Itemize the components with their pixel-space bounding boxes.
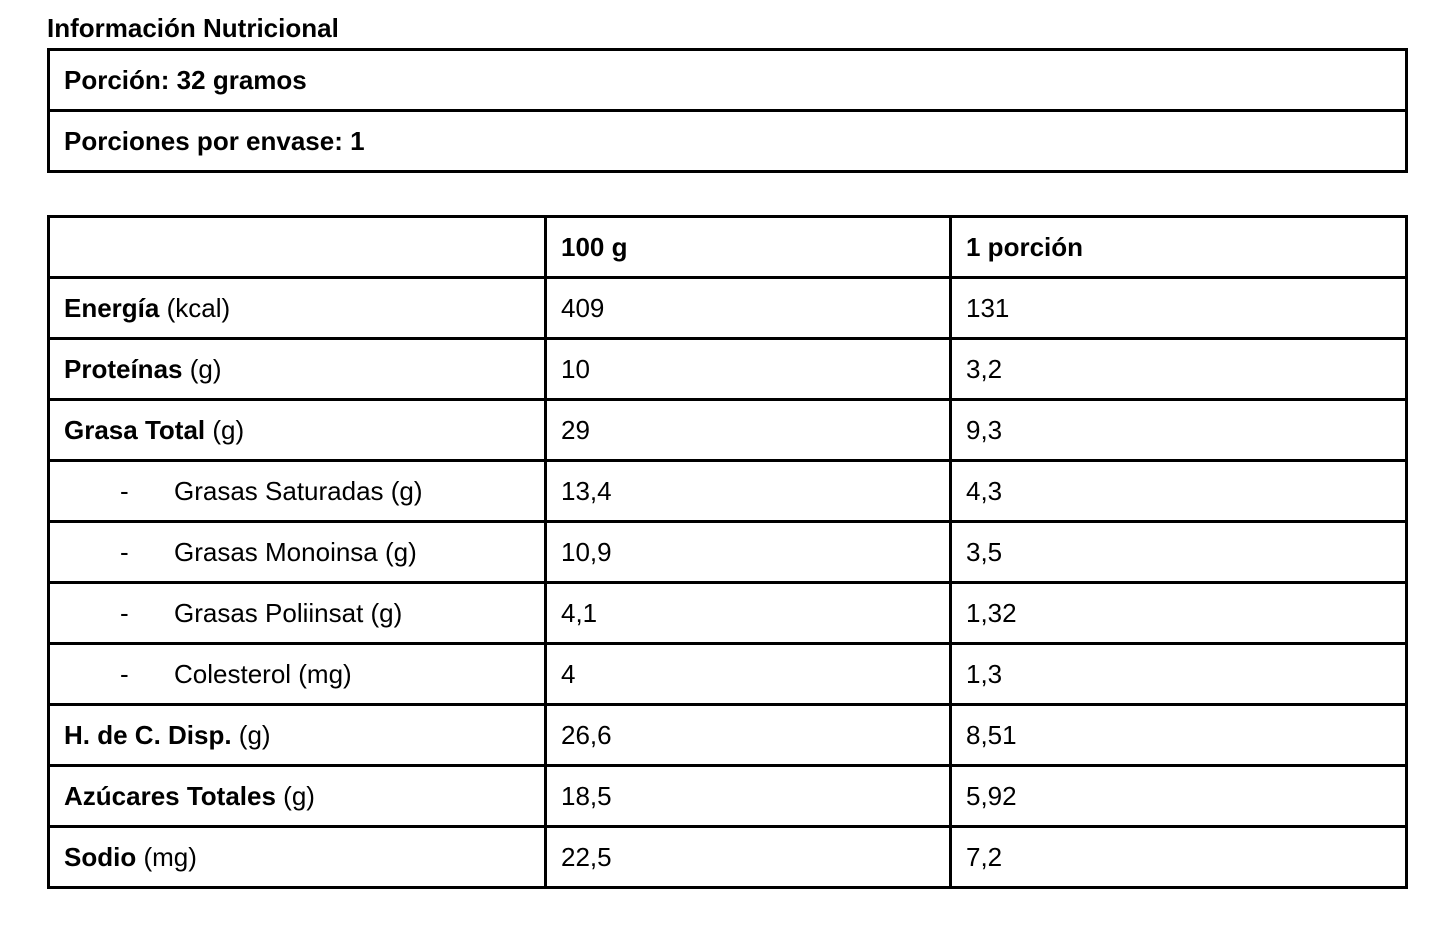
bullet-dash: - [120,476,129,506]
nutrient-unit: (mg) [136,842,197,872]
nutrient-unit: (g) [205,415,245,445]
nutrient-name-cell [49,705,546,766]
nutrient-name-cell [49,339,546,400]
table-row [49,644,1407,705]
nutrient-name: Proteínas [64,354,183,384]
value-per-100g: 4 [546,644,951,705]
nutrient-name: Sodio [64,842,137,872]
value-per-portion: 3,2 [951,339,1407,400]
table-row [49,461,1407,522]
table-row [49,827,1407,888]
sub-nutrient-label: Colesterol (mg) [174,659,352,689]
nutrient-name: Azúcares Totales [64,781,276,811]
value-per-portion: 8,51 [951,705,1407,766]
nutrient-name: Energía [64,293,160,323]
value-per-100g: 29 [546,400,951,461]
serving-size-cell: Porción: 32 gramos [49,50,1407,111]
bullet-dash: - [120,598,129,628]
nutrient-unit: (g) [182,354,222,384]
servings-per-container-cell: Porciones por envase: 1 [49,111,1407,172]
table-row [49,400,1407,461]
sub-nutrient-name-cell [49,644,546,705]
sub-nutrient-name-cell [49,522,546,583]
sub-nutrient-name-cell [49,461,546,522]
value-per-100g: 13,4 [546,461,951,522]
value-per-portion: 7,2 [951,827,1407,888]
nutrient-name-cell [49,278,546,339]
value-per-portion: 3,5 [951,522,1407,583]
nutrient-name-cell [49,827,546,888]
header-per-portion-cell: 1 porción [951,217,1407,278]
table-row [49,278,1407,339]
table-header-row [49,217,1407,278]
value-per-portion: 131 [951,278,1407,339]
value-per-portion: 1,32 [951,583,1407,644]
nutrient-unit: (kcal) [159,293,231,323]
value-per-100g: 26,6 [546,705,951,766]
value-per-portion: 1,3 [951,644,1407,705]
nutrient-name-cell [49,766,546,827]
nutrition-table [47,215,1408,889]
table-row [49,766,1407,827]
value-per-100g: 10 [546,339,951,400]
sub-nutrient-label: Grasas Saturadas (g) [174,476,423,506]
sub-nutrient-label: Grasas Poliinsat (g) [174,598,403,628]
value-per-100g: 4,1 [546,583,951,644]
serving-size-row [49,50,1407,111]
sub-nutrient-name-cell [49,583,546,644]
bullet-dash: - [120,659,129,689]
value-per-portion: 4,3 [951,461,1407,522]
sub-nutrient-label: Grasas Monoinsa (g) [174,537,417,567]
nutrient-unit: (g) [231,720,271,750]
value-per-portion: 9,3 [951,400,1407,461]
table-row [49,522,1407,583]
value-per-100g: 10,9 [546,522,951,583]
servings-per-container-row [49,111,1407,172]
nutrient-name: Grasa Total [64,415,206,445]
nutrient-unit: (g) [275,781,315,811]
value-per-portion: 5,92 [951,766,1407,827]
value-per-100g: 18,5 [546,766,951,827]
header-nutrient-cell [49,217,546,278]
table-row [49,583,1407,644]
document-title: Información Nutricional [47,13,339,43]
value-per-100g: 22,5 [546,827,951,888]
table-row [49,705,1407,766]
nutrient-name-cell [49,400,546,461]
table-row [49,339,1407,400]
serving-info-table [47,48,1408,173]
header-per-100g-cell: 100 g [546,217,951,278]
value-per-100g: 409 [546,278,951,339]
nutrient-name: H. de C. Disp. [64,720,232,750]
bullet-dash: - [120,537,129,567]
